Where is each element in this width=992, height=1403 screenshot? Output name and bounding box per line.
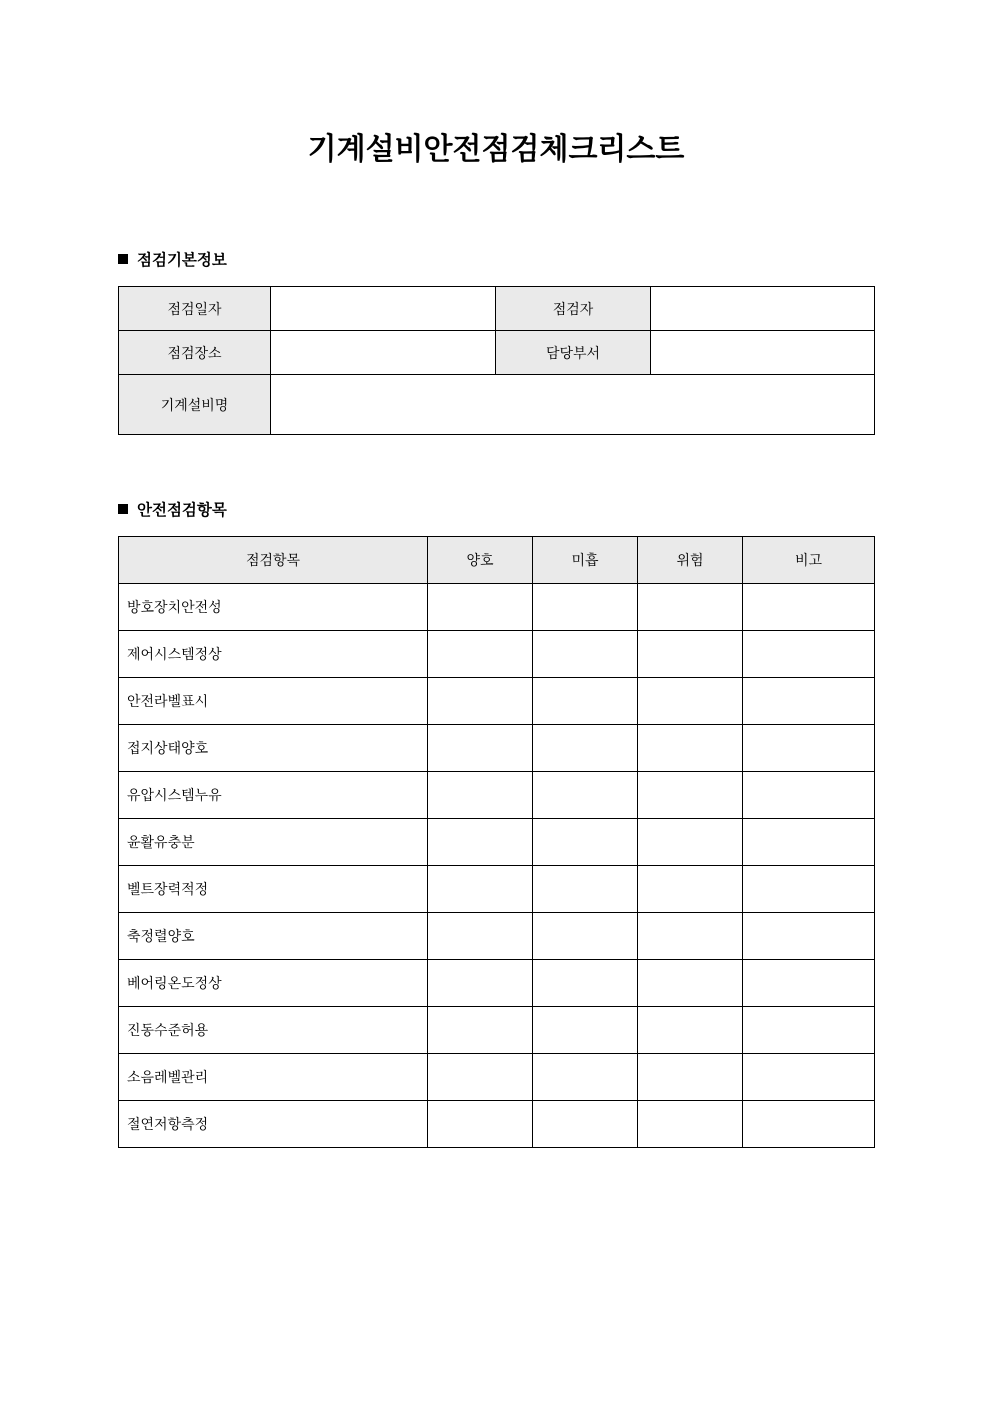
inspection-date-label: 점검일자 — [119, 287, 271, 331]
checklist-good-cell[interactable] — [428, 1054, 533, 1101]
equipment-name-label: 기계설비명 — [119, 375, 271, 435]
checklist-item-label: 제어시스템정상 — [119, 631, 428, 678]
checklist-note-cell[interactable] — [743, 678, 875, 725]
checklist-item-label: 진동수준허용 — [119, 1007, 428, 1054]
table-row — [119, 819, 875, 866]
checklist-item-label: 유압시스템누유 — [119, 772, 428, 819]
checklist-poor-cell[interactable] — [533, 772, 638, 819]
checklist-note-cell[interactable] — [743, 1054, 875, 1101]
column-header-poor: 미흡 — [533, 537, 638, 584]
checklist-poor-cell[interactable] — [533, 631, 638, 678]
table-row — [119, 772, 875, 819]
checklist-poor-cell[interactable] — [533, 960, 638, 1007]
table-row — [119, 331, 875, 375]
checklist-danger-cell[interactable] — [638, 913, 743, 960]
table-row — [119, 287, 875, 331]
column-header-danger: 위험 — [638, 537, 743, 584]
checklist-table-body — [119, 584, 875, 1148]
table-row — [119, 913, 875, 960]
checklist-danger-cell[interactable] — [638, 1007, 743, 1054]
checklist-note-cell[interactable] — [743, 913, 875, 960]
checklist-note-cell[interactable] — [743, 631, 875, 678]
inspection-location-label: 점검장소 — [119, 331, 271, 375]
table-row — [119, 725, 875, 772]
inspection-location-input[interactable] — [271, 331, 496, 375]
checklist-note-cell[interactable] — [743, 725, 875, 772]
checklist-poor-cell[interactable] — [533, 866, 638, 913]
checklist-poor-cell[interactable] — [533, 725, 638, 772]
table-row — [119, 584, 875, 631]
checklist-good-cell[interactable] — [428, 584, 533, 631]
table-row — [119, 960, 875, 1007]
checklist-danger-cell[interactable] — [638, 772, 743, 819]
column-header-note: 비고 — [743, 537, 875, 584]
table-header-row — [119, 537, 875, 584]
table-row — [119, 1007, 875, 1054]
checklist-item-label: 접지상태양호 — [119, 725, 428, 772]
section-heading-basic-info — [0, 248, 992, 270]
checklist-table — [118, 536, 875, 1148]
page-title: 기계설비안전점검체크리스트 — [307, 132, 685, 167]
checklist-good-cell[interactable] — [428, 1101, 533, 1148]
table-row — [119, 375, 875, 435]
table-row — [119, 678, 875, 725]
checklist-note-cell[interactable] — [743, 772, 875, 819]
section-heading-checklist — [0, 498, 992, 520]
checklist-poor-cell[interactable] — [533, 1101, 638, 1148]
checklist-note-cell[interactable] — [743, 1101, 875, 1148]
section-heading-basic-info-label: 점검기본정보 — [137, 251, 227, 269]
checklist-item-label: 벨트장력적정 — [119, 866, 428, 913]
table-row — [119, 1054, 875, 1101]
section-heading-checklist-label: 안전점검항목 — [137, 501, 227, 519]
checklist-good-cell[interactable] — [428, 772, 533, 819]
checklist-poor-cell[interactable] — [533, 678, 638, 725]
checklist-good-cell[interactable] — [428, 819, 533, 866]
checklist-good-cell[interactable] — [428, 913, 533, 960]
department-label: 담당부서 — [496, 331, 651, 375]
checklist-note-cell[interactable] — [743, 819, 875, 866]
checklist-danger-cell[interactable] — [638, 819, 743, 866]
checklist-item-label: 윤활유충분 — [119, 819, 428, 866]
filled-square-bullet-icon — [118, 254, 128, 264]
checklist-note-cell[interactable] — [743, 1007, 875, 1054]
checklist-note-cell[interactable] — [743, 584, 875, 631]
checklist-note-cell[interactable] — [743, 866, 875, 913]
inspection-date-input[interactable] — [271, 287, 496, 331]
checklist-table-wrapper — [0, 536, 992, 1148]
basic-info-table — [118, 286, 875, 435]
checklist-danger-cell[interactable] — [638, 584, 743, 631]
checklist-danger-cell[interactable] — [638, 1101, 743, 1148]
checklist-good-cell[interactable] — [428, 866, 533, 913]
basic-info-table-wrapper — [0, 286, 992, 435]
checklist-good-cell[interactable] — [428, 960, 533, 1007]
checklist-danger-cell[interactable] — [638, 678, 743, 725]
table-row — [119, 866, 875, 913]
checklist-item-label: 안전라벨표시 — [119, 678, 428, 725]
checklist-poor-cell[interactable] — [533, 1054, 638, 1101]
checklist-item-label: 축정렬양호 — [119, 913, 428, 960]
filled-square-bullet-icon — [118, 504, 128, 514]
checklist-good-cell[interactable] — [428, 725, 533, 772]
checklist-danger-cell[interactable] — [638, 631, 743, 678]
checklist-danger-cell[interactable] — [638, 866, 743, 913]
checklist-danger-cell[interactable] — [638, 1054, 743, 1101]
checklist-item-label: 베어링온도정상 — [119, 960, 428, 1007]
checklist-danger-cell[interactable] — [638, 725, 743, 772]
checklist-good-cell[interactable] — [428, 678, 533, 725]
checklist-danger-cell[interactable] — [638, 960, 743, 1007]
equipment-name-input[interactable] — [271, 375, 875, 435]
checklist-item-label: 소음레벨관리 — [119, 1054, 428, 1101]
checklist-good-cell[interactable] — [428, 631, 533, 678]
checklist-poor-cell[interactable] — [533, 819, 638, 866]
table-row — [119, 631, 875, 678]
checklist-note-cell[interactable] — [743, 960, 875, 1007]
inspector-label: 점검자 — [496, 287, 651, 331]
checklist-good-cell[interactable] — [428, 1007, 533, 1054]
checklist-poor-cell[interactable] — [533, 584, 638, 631]
inspector-input[interactable] — [651, 287, 875, 331]
table-row — [119, 1101, 875, 1148]
checklist-item-label: 방호장치안전성 — [119, 584, 428, 631]
department-input[interactable] — [651, 331, 875, 375]
checklist-poor-cell[interactable] — [533, 913, 638, 960]
column-header-item: 점검항목 — [119, 537, 428, 584]
column-header-good: 양호 — [428, 537, 533, 584]
checklist-item-label: 절연저항측정 — [119, 1101, 428, 1148]
checklist-poor-cell[interactable] — [533, 1007, 638, 1054]
